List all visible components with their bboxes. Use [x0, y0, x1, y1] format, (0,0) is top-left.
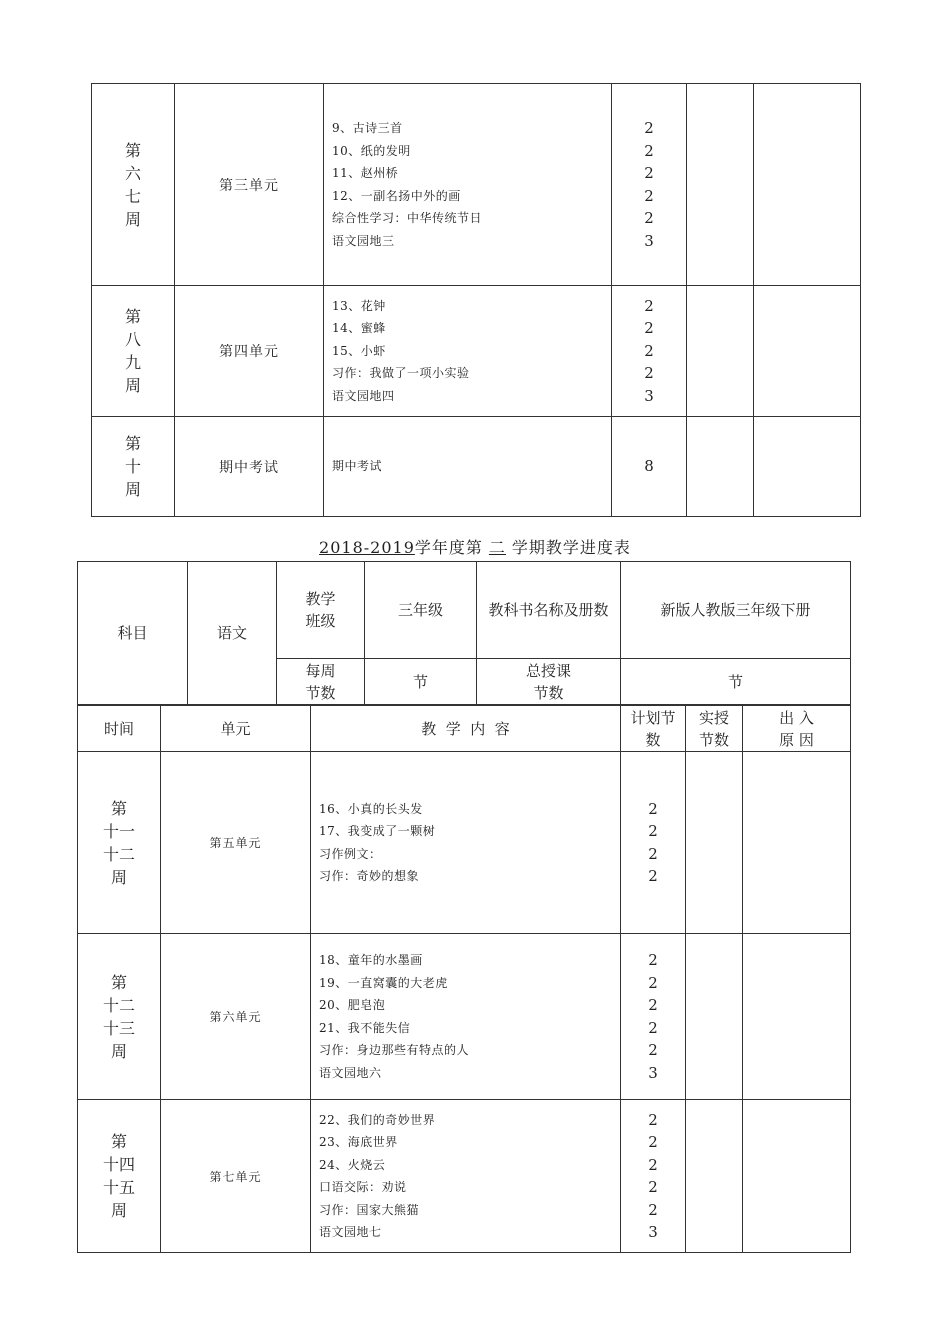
deviation-cell — [743, 752, 851, 934]
planned-hours-cell: 2 2 2 2 2 3 — [621, 1100, 686, 1253]
planned-hours-cell: 8 — [612, 417, 687, 517]
lessons-cell: 18、童年的水墨画 19、一直窝囊的大老虎 20、肥皂泡 21、我不能失信 习作：身边那些有特点的人 语文园地六 — [311, 934, 621, 1100]
col-actual: 实授 节数 — [686, 706, 743, 752]
class-value: 三年级 — [365, 562, 477, 659]
lessons-cell: 13、花钟 14、蜜蜂 15、小虾 习作：我做了一项小实验 语文园地四 — [324, 286, 612, 417]
deviation-cell — [754, 286, 861, 417]
title-term: 二 — [488, 538, 506, 557]
column-header-row — [78, 706, 851, 752]
table-row — [78, 1100, 851, 1253]
table-row — [78, 934, 851, 1100]
unit-cell: 第七单元 — [161, 1100, 311, 1253]
planned-hours-cell: 2 2 2 2 2 3 — [621, 934, 686, 1100]
title-middle: 学年度第 — [414, 538, 483, 557]
deviation-cell — [743, 934, 851, 1100]
lessons-cell: 9、古诗三首 10、纸的发明 11、赵州桥 12、一副名扬中外的画 综合性学习：中华传统节日 语文园地三 — [324, 84, 612, 286]
subject-label: 科目 — [78, 562, 188, 705]
week-cell: 第 十一 十二 周 — [78, 752, 161, 934]
textbook-label: 教科书名称及册数 — [477, 562, 621, 659]
col-content: 教 学 内 容 — [311, 706, 621, 752]
week-cell: 第 十四 十五 周 — [78, 1100, 161, 1253]
unit-cell: 第四单元 — [175, 286, 324, 417]
bottom-progress-table — [77, 705, 851, 1253]
textbook-value: 新版人教版三年级下册 — [621, 562, 851, 659]
table-row — [92, 286, 861, 417]
subject-value: 语文 — [188, 562, 277, 705]
class-label: 教学 班级 — [277, 562, 365, 659]
actual-hours-cell — [686, 934, 743, 1100]
lessons-cell: 期中考试 — [324, 417, 612, 517]
unit-cell: 第五单元 — [161, 752, 311, 934]
week-cell: 第 十二 十三 周 — [78, 934, 161, 1100]
week-cell: 第 八 九 周 — [92, 286, 175, 417]
actual-hours-cell — [687, 286, 754, 417]
col-planned: 计划节 数 — [621, 706, 686, 752]
table-row — [92, 84, 861, 286]
unit-cell: 第六单元 — [161, 934, 311, 1100]
actual-hours-cell — [686, 752, 743, 934]
col-time: 时间 — [78, 706, 161, 752]
title-suffix: 学期教学进度表 — [511, 538, 631, 557]
lessons-cell: 22、我们的奇妙世界 23、海底世界 24、火烧云 口语交际：劝说 习作：国家大熊猫 语文园地七 — [311, 1100, 621, 1253]
weekly-hours-label: 每周 节数 — [277, 659, 365, 705]
col-deviation: 出 入 原 因 — [743, 706, 851, 752]
actual-hours-cell — [687, 84, 754, 286]
header-info-table — [77, 561, 851, 705]
title-years: 2018-2019 — [319, 538, 415, 557]
actual-hours-cell — [686, 1100, 743, 1253]
top-progress-table — [91, 83, 861, 517]
week-cell: 第 十 周 — [92, 417, 175, 517]
table-row — [92, 417, 861, 517]
deviation-cell — [743, 1100, 851, 1253]
total-hours-value: 节 — [621, 659, 851, 705]
actual-hours-cell — [687, 417, 754, 517]
lessons-cell: 16、小真的长头发 17、我变成了一颗树 习作例文： 习作：奇妙的想象 — [311, 752, 621, 934]
planned-hours-cell: 2 2 2 2 2 3 — [612, 84, 687, 286]
col-unit: 单元 — [161, 706, 311, 752]
page-title — [0, 535, 950, 558]
unit-cell: 期中考试 — [175, 417, 324, 517]
deviation-cell — [754, 417, 861, 517]
planned-hours-cell: 2 2 2 2 3 — [612, 286, 687, 417]
unit-cell: 第三单元 — [175, 84, 324, 286]
total-hours-label: 总授课 节数 — [477, 659, 621, 705]
deviation-cell — [754, 84, 861, 286]
weekly-hours-value: 节 — [365, 659, 477, 705]
planned-hours-cell: 2 2 2 2 — [621, 752, 686, 934]
table-row — [78, 752, 851, 934]
week-cell: 第 六 七 周 — [92, 84, 175, 286]
